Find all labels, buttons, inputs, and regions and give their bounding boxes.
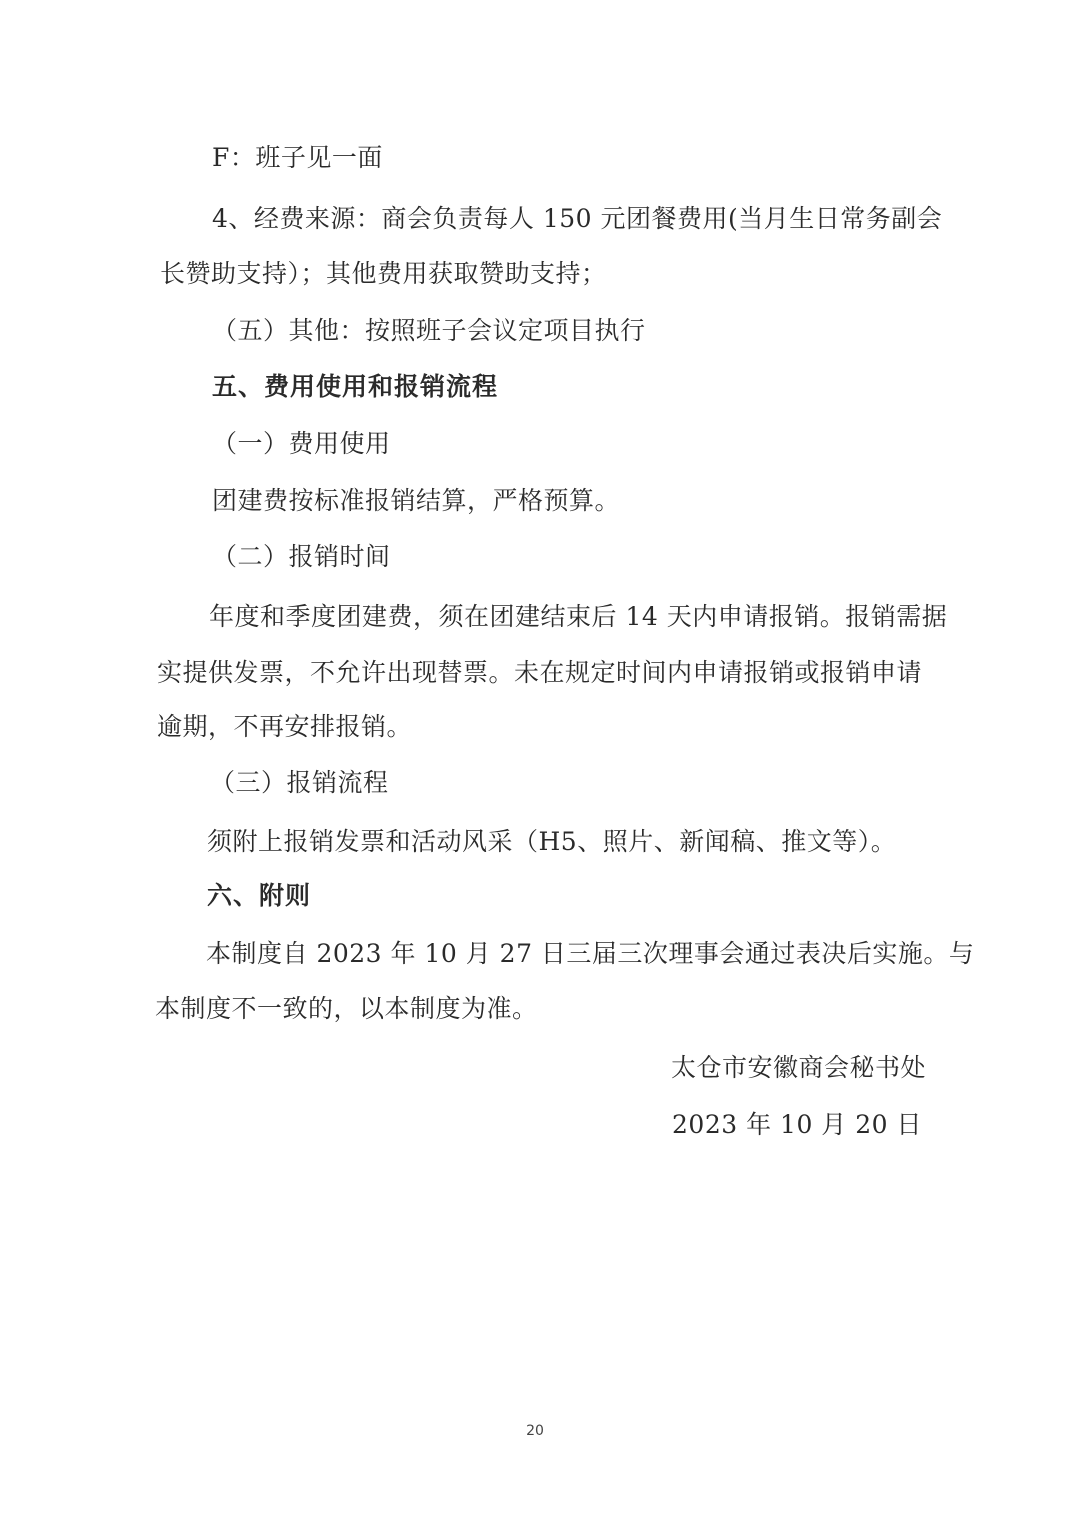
- section-5-heading: 五、费用使用和报销流程: [212, 372, 499, 401]
- signature-org: 太仓市安徽商会秘书处: [670, 1053, 926, 1082]
- other-item: （五）其他：按照班子会议定项目执行: [212, 316, 646, 345]
- sub-2-line-1: 年度和季度团建费，须在团建结束后 14 天内申请报销。报销需据: [209, 602, 948, 631]
- signature-date: 2023 年 10 月 20 日: [672, 1110, 922, 1139]
- funding-line-2: 长赞助支持）；其他费用获取赞助支持；: [160, 259, 607, 288]
- page-number: 20: [526, 1423, 544, 1439]
- sub-3-text: 须附上报销发票和活动风采（H5、照片、新闻稿、推文等）。: [207, 827, 897, 856]
- sub-2-heading: （二）报销时间: [212, 542, 391, 571]
- sub-3-heading: （三）报销流程: [210, 768, 389, 797]
- funding-line-1: 4、经费来源：商会负责每人 150 元团餐费用(当月生日常务副会: [212, 204, 943, 233]
- section-6-line-1: 本制度自 2023 年 10 月 27 日三届三次理事会通过表决后实施。与: [206, 939, 975, 968]
- section-6-heading: 六、附则: [207, 881, 312, 910]
- item-f: F：班子见一面: [212, 143, 383, 172]
- sub-2-line-3: 逾期，不再安排报销。: [157, 712, 413, 741]
- sub-2-line-2: 实提供发票，不允许出现替票。未在规定时间内申请报销或报销申请: [157, 658, 923, 687]
- sub-1-heading: （一）费用使用: [212, 429, 391, 458]
- sub-1-text: 团建费按标准报销结算，严格预算。: [212, 486, 621, 515]
- section-6-line-2: 本制度不一致的，以本制度为准。: [155, 994, 538, 1023]
